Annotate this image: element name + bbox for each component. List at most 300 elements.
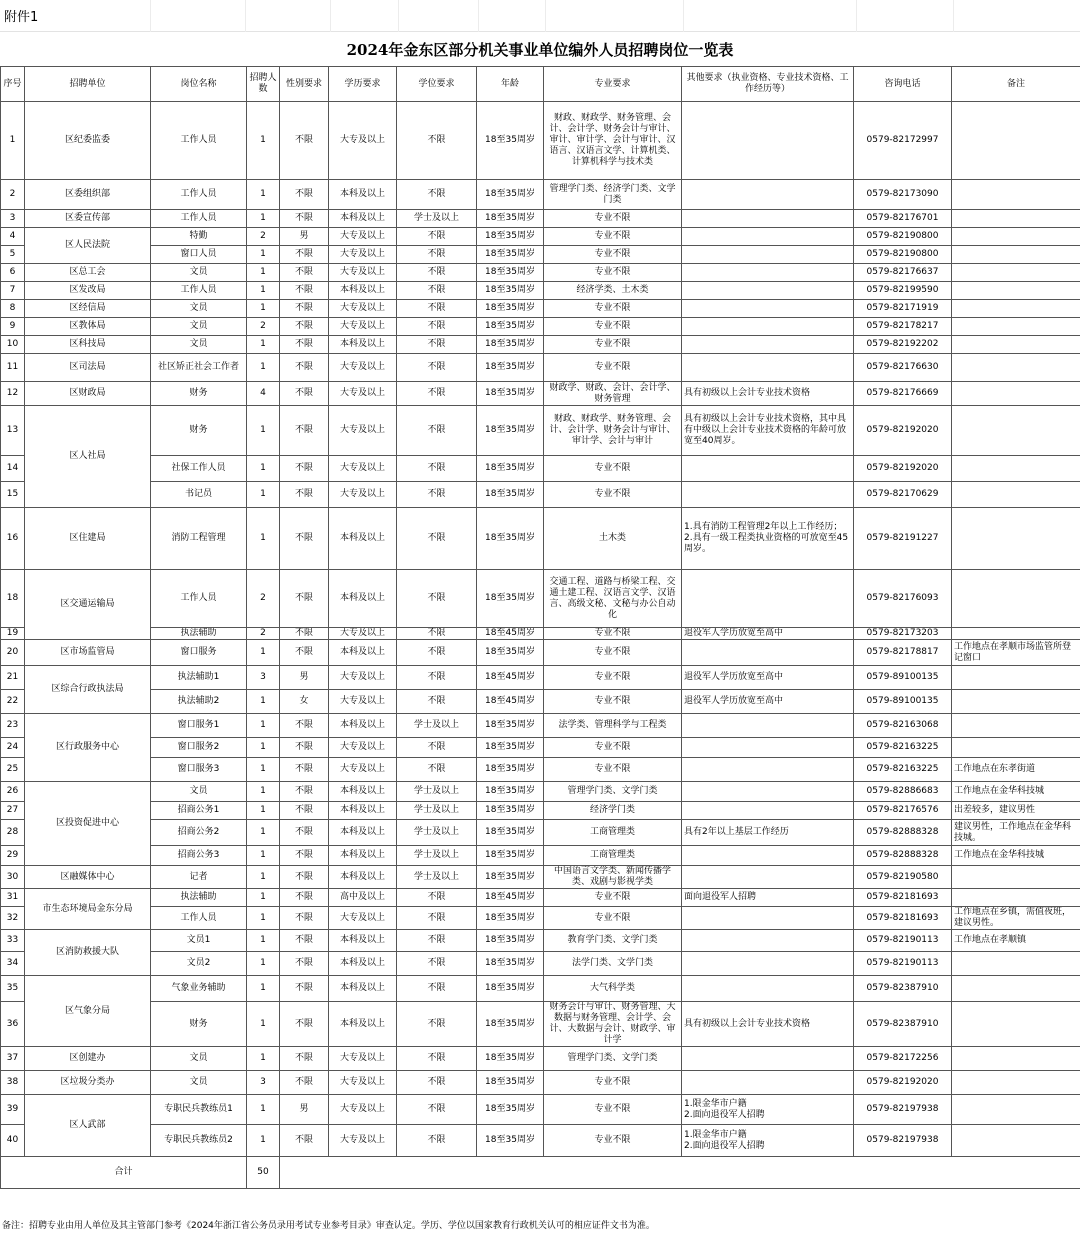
cell-phone: 0579-82192020 (854, 456, 952, 482)
cell-age: 18至35周岁 (477, 782, 544, 802)
cell-num: 1 (247, 907, 280, 930)
cell-unit: 区人社局 (25, 406, 151, 508)
cell-num: 1 (247, 820, 280, 846)
cell-degree: 不限 (397, 952, 477, 976)
cell-gender: 不限 (280, 846, 329, 866)
cell-major: 专业不限 (544, 456, 682, 482)
cell-edu: 本科及以上 (329, 210, 397, 228)
cell-degree: 学士及以上 (397, 210, 477, 228)
cell-age: 18至35周岁 (477, 976, 544, 1002)
cell-degree: 不限 (397, 1071, 477, 1095)
cell-no: 10 (1, 336, 25, 354)
cell-degree: 不限 (397, 336, 477, 354)
cell-edu: 大专及以上 (329, 666, 397, 690)
cell-note (952, 246, 1080, 264)
cell-note (952, 210, 1080, 228)
table-row (1, 690, 1080, 714)
cell-note (952, 976, 1080, 1002)
table-row (1, 952, 1080, 976)
cell-post: 专职民兵教练员1 (151, 1095, 247, 1125)
cell-major: 专业不限 (544, 690, 682, 714)
cell-edu: 本科及以上 (329, 508, 397, 570)
cell-phone: 0579-82176669 (854, 382, 952, 406)
cell-unit: 区消防救援大队 (25, 930, 151, 976)
cell-major: 交通工程、道路与桥梁工程、交通土建工程、汉语言文学、汉语言、高级文秘、文秘与办公自动化 (544, 570, 682, 628)
cell-num: 4 (247, 382, 280, 406)
cell-degree: 不限 (397, 1125, 477, 1157)
cell-note (952, 1071, 1080, 1095)
cell-major: 经济学类、土木类 (544, 282, 682, 300)
table-row (1, 318, 1080, 336)
cell-phone: 0579-82176093 (854, 570, 952, 628)
col-header-count: 招聘人数 (247, 67, 280, 102)
cell-post: 招商公务2 (151, 820, 247, 846)
cell-num: 1 (247, 102, 280, 180)
cell-num: 2 (247, 318, 280, 336)
cell-note (952, 318, 1080, 336)
cell-note (952, 570, 1080, 628)
table-row (1, 508, 1080, 570)
cell-edu: 大专及以上 (329, 456, 397, 482)
cell-no: 21 (1, 666, 25, 690)
table-row (1, 354, 1080, 382)
cell-post: 窗口人员 (151, 246, 247, 264)
cell-note (952, 354, 1080, 382)
cell-edu: 本科及以上 (329, 952, 397, 976)
cell-post: 窗口服务1 (151, 714, 247, 738)
cell-gender: 不限 (280, 802, 329, 820)
table-row (1, 264, 1080, 282)
cell-age: 18至35周岁 (477, 482, 544, 508)
table-row (1, 976, 1080, 1002)
cell-other (682, 456, 854, 482)
cell-age: 18至35周岁 (477, 264, 544, 282)
cell-edu: 大专及以上 (329, 1047, 397, 1071)
cell-no: 36 (1, 1002, 25, 1047)
cell-num: 1 (247, 802, 280, 820)
cell-phone: 0579-82387910 (854, 1002, 952, 1047)
cell-unit: 区融媒体中心 (25, 866, 151, 889)
cell-age: 18至35周岁 (477, 336, 544, 354)
cell-edu: 大专及以上 (329, 228, 397, 246)
table-row (1, 1071, 1080, 1095)
table-row (1, 666, 1080, 690)
cell-other (682, 102, 854, 180)
cell-no: 4 (1, 228, 25, 246)
cell-major: 专业不限 (544, 1071, 682, 1095)
cell-phone: 0579-82190113 (854, 952, 952, 976)
cell-degree: 不限 (397, 738, 477, 758)
cell-age: 18至35周岁 (477, 300, 544, 318)
cell-edu: 大专及以上 (329, 354, 397, 382)
cell-gender: 不限 (280, 738, 329, 758)
cell-num: 1 (247, 456, 280, 482)
table-row (1, 382, 1080, 406)
cell-major: 教育学门类、文学门类 (544, 930, 682, 952)
cell-age: 18至35周岁 (477, 866, 544, 889)
cell-degree: 不限 (397, 889, 477, 907)
col-header-age: 年龄 (477, 67, 544, 102)
cell-degree: 不限 (397, 482, 477, 508)
cell-age: 18至35周岁 (477, 1002, 544, 1047)
cell-other (682, 846, 854, 866)
cell-no: 13 (1, 406, 25, 456)
cell-num: 1 (247, 1047, 280, 1071)
cell-degree: 不限 (397, 382, 477, 406)
cell-gender: 不限 (280, 300, 329, 318)
cell-phone: 0579-82178817 (854, 640, 952, 666)
cell-major: 专业不限 (544, 482, 682, 508)
cell-num: 1 (247, 180, 280, 210)
cell-no: 6 (1, 264, 25, 282)
cell-post: 执法辅助 (151, 628, 247, 640)
cell-note: 工作地点在金华科技城 (952, 782, 1080, 802)
cell-other: 具有2年以上基层工作经历 (682, 820, 854, 846)
cell-unit: 区财政局 (25, 382, 151, 406)
cell-phone: 0579-82171919 (854, 300, 952, 318)
cell-post: 文员 (151, 264, 247, 282)
cell-age: 18至35周岁 (477, 318, 544, 336)
cell-post: 执法辅助2 (151, 690, 247, 714)
cell-num: 1 (247, 758, 280, 782)
cell-phone: 0579-89100135 (854, 690, 952, 714)
cell-no: 3 (1, 210, 25, 228)
cell-no: 12 (1, 382, 25, 406)
cell-note (952, 508, 1080, 570)
cell-no: 32 (1, 907, 25, 930)
cell-no: 40 (1, 1125, 25, 1157)
cell-post: 气象业务辅助 (151, 976, 247, 1002)
col-header-phone: 咨询电话 (854, 67, 952, 102)
table-row (1, 628, 1080, 640)
col-header-post: 岗位名称 (151, 67, 247, 102)
cell-edu: 大专及以上 (329, 264, 397, 282)
cell-unit: 区人民法院 (25, 228, 151, 264)
total-blank (280, 1157, 1080, 1189)
cell-post: 执法辅助1 (151, 666, 247, 690)
cell-age: 18至35周岁 (477, 382, 544, 406)
table-row (1, 846, 1080, 866)
cell-phone: 0579-82888328 (854, 820, 952, 846)
table-row (1, 782, 1080, 802)
cell-note: 工作地点在孝顺镇 (952, 930, 1080, 952)
cell-other (682, 210, 854, 228)
cell-other (682, 714, 854, 738)
attachment-row (0, 0, 1080, 32)
table-row (1, 210, 1080, 228)
cell-degree: 学士及以上 (397, 820, 477, 846)
cell-num: 1 (247, 406, 280, 456)
cell-unit: 区委宣传部 (25, 210, 151, 228)
col-header-unit: 招聘单位 (25, 67, 151, 102)
cell-major: 管理学门类、文学门类 (544, 782, 682, 802)
cell-note (952, 1047, 1080, 1071)
cell-no: 23 (1, 714, 25, 738)
cell-note (952, 482, 1080, 508)
cell-major: 专业不限 (544, 889, 682, 907)
cell-major: 专业不限 (544, 318, 682, 336)
cell-major: 工商管理类 (544, 846, 682, 866)
cell-age: 18至45周岁 (477, 666, 544, 690)
cell-phone: 0579-82190113 (854, 930, 952, 952)
cell-age: 18至35周岁 (477, 228, 544, 246)
cell-degree: 不限 (397, 690, 477, 714)
cell-phone: 0579-82178217 (854, 318, 952, 336)
cell-gender: 不限 (280, 952, 329, 976)
cell-num: 1 (247, 976, 280, 1002)
cell-edu: 大专及以上 (329, 246, 397, 264)
cell-gender: 不限 (280, 246, 329, 264)
cell-age: 18至35周岁 (477, 820, 544, 846)
cell-degree: 不限 (397, 570, 477, 628)
cell-major: 工商管理类 (544, 820, 682, 846)
cell-note: 工作地点在东孝街道 (952, 758, 1080, 782)
cell-gender: 不限 (280, 336, 329, 354)
cell-gender: 不限 (280, 820, 329, 846)
cell-unit: 区创建办 (25, 1047, 151, 1071)
cell-gender: 男 (280, 666, 329, 690)
table-row (1, 300, 1080, 318)
header-row (1, 67, 1080, 102)
cell-age: 18至35周岁 (477, 282, 544, 300)
cell-gender: 不限 (280, 930, 329, 952)
cell-major: 法学类、管理科学与工程类 (544, 714, 682, 738)
cell-other (682, 246, 854, 264)
cell-major: 财政、财政学、财务管理、会计、会计学、财务会计与审计、审计学、会计与审计 (544, 406, 682, 456)
cell-other: 退役军人学历放宽至高中 (682, 666, 854, 690)
table-row (1, 640, 1080, 666)
cell-edu: 本科及以上 (329, 782, 397, 802)
cell-gender: 不限 (280, 640, 329, 666)
cell-no: 9 (1, 318, 25, 336)
total-value: 50 (247, 1157, 280, 1189)
cell-gender: 不限 (280, 889, 329, 907)
cell-degree: 不限 (397, 228, 477, 246)
cell-phone: 0579-82163225 (854, 758, 952, 782)
cell-post: 招商公务3 (151, 846, 247, 866)
cell-num: 1 (247, 210, 280, 228)
cell-other (682, 282, 854, 300)
cell-note (952, 336, 1080, 354)
cell-gender: 男 (280, 1095, 329, 1125)
cell-age: 18至35周岁 (477, 907, 544, 930)
cell-post: 工作人员 (151, 570, 247, 628)
cell-major: 财政、财政学、财务管理、会计、会计学、财务会计与审计、审计、审计学、会计与审计、汉语言、汉语言文学、计算机类、计算机科学与技术类 (544, 102, 682, 180)
cell-unit: 区住建局 (25, 508, 151, 570)
cell-note (952, 889, 1080, 907)
cell-num: 1 (247, 952, 280, 976)
cell-unit: 区教体局 (25, 318, 151, 336)
cell-age: 18至35周岁 (477, 456, 544, 482)
cell-major: 专业不限 (544, 640, 682, 666)
cell-num: 1 (247, 282, 280, 300)
cell-note (952, 628, 1080, 640)
cell-post: 文员 (151, 1047, 247, 1071)
cell-no: 8 (1, 300, 25, 318)
cell-major: 专业不限 (544, 628, 682, 640)
cell-age: 18至35周岁 (477, 846, 544, 866)
cell-edu: 本科及以上 (329, 640, 397, 666)
cell-other (682, 907, 854, 930)
cell-major: 专业不限 (544, 264, 682, 282)
cell-phone: 0579-82176637 (854, 264, 952, 282)
cell-age: 18至35周岁 (477, 210, 544, 228)
cell-post: 文员1 (151, 930, 247, 952)
cell-no: 33 (1, 930, 25, 952)
cell-other: 具有初级以上会计专业技术资格 (682, 1002, 854, 1047)
cell-gender: 不限 (280, 508, 329, 570)
cell-degree: 不限 (397, 300, 477, 318)
cell-num: 2 (247, 628, 280, 640)
cell-edu: 大专及以上 (329, 300, 397, 318)
cell-edu: 本科及以上 (329, 820, 397, 846)
table-row (1, 1002, 1080, 1047)
cell-degree: 不限 (397, 1002, 477, 1047)
cell-major: 经济学门类 (544, 802, 682, 820)
cell-degree: 不限 (397, 456, 477, 482)
cell-num: 1 (247, 1095, 280, 1125)
cell-other (682, 930, 854, 952)
cell-degree: 不限 (397, 318, 477, 336)
table-row (1, 1047, 1080, 1071)
cell-gender: 不限 (280, 318, 329, 336)
cell-post: 特勤 (151, 228, 247, 246)
col-header-major: 专业要求 (544, 67, 682, 102)
table-row (1, 406, 1080, 456)
cell-note: 工作地点在金华科技城 (952, 846, 1080, 866)
cell-note (952, 282, 1080, 300)
table-row (1, 180, 1080, 210)
table-row (1, 482, 1080, 508)
cell-phone: 0579-82199590 (854, 282, 952, 300)
cell-edu: 本科及以上 (329, 802, 397, 820)
cell-note (952, 228, 1080, 246)
cell-num: 3 (247, 666, 280, 690)
table-row (1, 714, 1080, 738)
cell-note (952, 300, 1080, 318)
cell-gender: 不限 (280, 1002, 329, 1047)
col-header-gender: 性别要求 (280, 67, 329, 102)
cell-note (952, 1095, 1080, 1125)
cell-age: 18至35周岁 (477, 952, 544, 976)
cell-other (682, 1071, 854, 1095)
cell-num: 1 (247, 866, 280, 889)
cell-edu: 本科及以上 (329, 846, 397, 866)
cell-degree: 不限 (397, 1047, 477, 1071)
cell-degree: 不限 (397, 246, 477, 264)
cell-gender: 不限 (280, 570, 329, 628)
cell-other (682, 802, 854, 820)
cell-age: 18至45周岁 (477, 690, 544, 714)
cell-num: 1 (247, 354, 280, 382)
cell-other (682, 782, 854, 802)
cell-post: 工作人员 (151, 282, 247, 300)
cell-gender: 不限 (280, 382, 329, 406)
cell-num: 1 (247, 1002, 280, 1047)
cell-phone: 0579-82190580 (854, 866, 952, 889)
cell-post: 执法辅助 (151, 889, 247, 907)
cell-degree: 不限 (397, 666, 477, 690)
cell-no: 1 (1, 102, 25, 180)
cell-no: 15 (1, 482, 25, 508)
cell-unit: 市生态环境局金东分局 (25, 889, 151, 930)
cell-num: 1 (247, 930, 280, 952)
cell-phone: 0579-82163225 (854, 738, 952, 758)
cell-other: 退役军人学历放宽至高中 (682, 690, 854, 714)
cell-edu: 大专及以上 (329, 482, 397, 508)
cell-phone: 0579-82191227 (854, 508, 952, 570)
table-row (1, 102, 1080, 180)
cell-no: 22 (1, 690, 25, 714)
cell-note (952, 102, 1080, 180)
cell-phone: 0579-82173090 (854, 180, 952, 210)
page-title: 2024年金东区部分机关事业单位编外人员招聘岗位一览表 (346, 40, 734, 59)
cell-no: 24 (1, 738, 25, 758)
cell-gender: 不限 (280, 714, 329, 738)
col-header-education: 学历要求 (329, 67, 397, 102)
cell-gender: 不限 (280, 1047, 329, 1071)
cell-degree: 不限 (397, 1095, 477, 1125)
cell-edu: 本科及以上 (329, 714, 397, 738)
cell-phone: 0579-82170629 (854, 482, 952, 508)
cell-major: 专业不限 (544, 738, 682, 758)
cell-unit: 区垃圾分类办 (25, 1071, 151, 1095)
cell-gender: 不限 (280, 456, 329, 482)
cell-other: 退役军人学历放宽至高中 (682, 628, 854, 640)
cell-major: 专业不限 (544, 210, 682, 228)
cell-age: 18至35周岁 (477, 802, 544, 820)
cell-num: 1 (247, 846, 280, 866)
cell-post: 文员2 (151, 952, 247, 976)
cell-age: 18至35周岁 (477, 406, 544, 456)
cell-note: 工作地点在乡镇，需值夜班，建议男性。 (952, 907, 1080, 930)
cell-phone: 0579-82192202 (854, 336, 952, 354)
cell-post: 工作人员 (151, 210, 247, 228)
table-row (1, 570, 1080, 628)
cell-post: 窗口服务2 (151, 738, 247, 758)
table-row (1, 282, 1080, 300)
cell-age: 18至45周岁 (477, 628, 544, 640)
cell-age: 18至35周岁 (477, 1047, 544, 1071)
table-row (1, 1125, 1080, 1157)
cell-unit: 区总工会 (25, 264, 151, 282)
cell-num: 2 (247, 570, 280, 628)
cell-edu: 大专及以上 (329, 758, 397, 782)
cell-note (952, 738, 1080, 758)
cell-edu: 本科及以上 (329, 282, 397, 300)
cell-num: 1 (247, 1125, 280, 1157)
cell-age: 18至35周岁 (477, 640, 544, 666)
cell-major: 大气科学类 (544, 976, 682, 1002)
cell-degree: 学士及以上 (397, 802, 477, 820)
cell-edu: 大专及以上 (329, 1125, 397, 1157)
cell-phone: 0579-82197938 (854, 1125, 952, 1157)
cell-age: 18至35周岁 (477, 246, 544, 264)
cell-other (682, 640, 854, 666)
cell-unit: 区投资促进中心 (25, 782, 151, 866)
cell-no: 7 (1, 282, 25, 300)
cell-num: 1 (247, 690, 280, 714)
cell-degree: 不限 (397, 282, 477, 300)
cell-phone: 0579-82886683 (854, 782, 952, 802)
cell-age: 18至35周岁 (477, 570, 544, 628)
cell-gender: 男 (280, 228, 329, 246)
cell-phone: 0579-82176701 (854, 210, 952, 228)
cell-age: 18至35周岁 (477, 758, 544, 782)
cell-degree: 不限 (397, 180, 477, 210)
cell-gender: 不限 (280, 1071, 329, 1095)
cell-note (952, 180, 1080, 210)
